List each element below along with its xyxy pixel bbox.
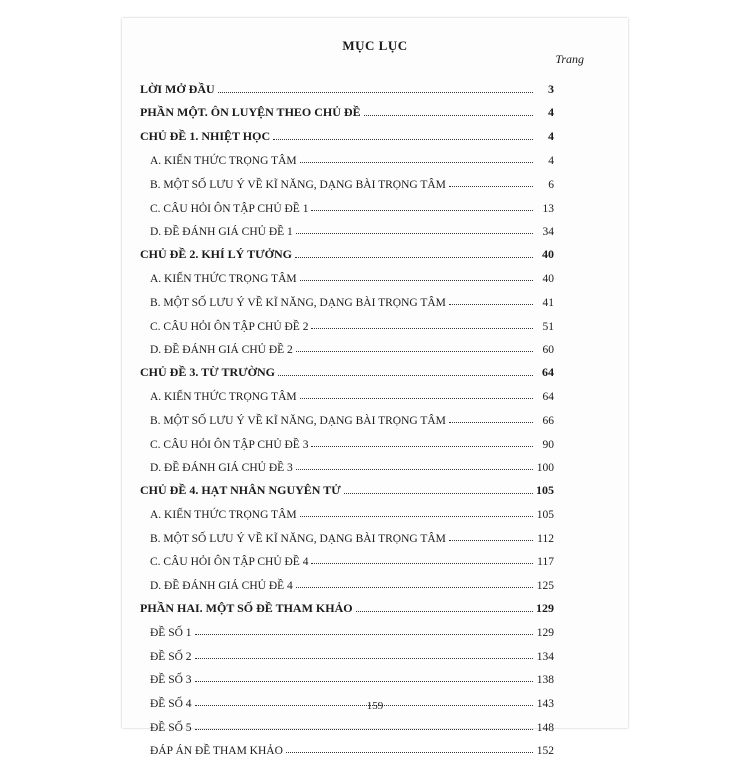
toc-entry-title: PHẦN HAI. MỘT SỐ ĐỀ THAM KHẢO [140, 600, 353, 615]
dot-leader [300, 398, 533, 399]
dot-leader [364, 115, 533, 116]
toc-entry [140, 333, 554, 357]
dot-leader [356, 611, 533, 612]
toc-entry-page: 105 [536, 482, 554, 497]
toc-entry-page: 34 [542, 226, 554, 239]
toc-entry-page: 4 [548, 105, 554, 120]
dot-leader [311, 210, 533, 211]
toc-entry-page: 117 [537, 556, 554, 569]
dot-leader [300, 162, 533, 163]
dot-leader [296, 587, 533, 588]
dot-leader [296, 233, 533, 234]
toc-entry-title: B. MỘT SỐ LƯU Ý VỀ KĨ NĂNG, DẠNG BÀI TRỌNG TÂM [150, 414, 446, 427]
toc-entry-page: 105 [536, 509, 554, 522]
dot-leader [449, 540, 533, 541]
toc-entry [140, 215, 554, 239]
toc-entry-page: 64 [542, 391, 554, 404]
toc-entry-page: 148 [536, 721, 554, 734]
toc-entry-page: 13 [542, 202, 554, 215]
toc-entry-page: 40 [542, 246, 554, 261]
page-title: MỤC LỤC [342, 38, 408, 53]
dot-leader [296, 469, 533, 470]
dot-leader [273, 139, 533, 140]
toc-entry-page: 134 [536, 650, 554, 663]
toc-entry [140, 309, 554, 333]
toc-entry [140, 474, 554, 498]
toc-entry [140, 262, 554, 286]
document-page [122, 18, 628, 757]
toc-entry-title: A. KIẾN THỨC TRỌNG TÂM [150, 509, 297, 522]
dot-leader [195, 681, 533, 682]
toc-entry-title: ĐỀ SỐ 1 [150, 627, 192, 640]
toc-entry-page: 143 [536, 698, 554, 711]
toc-entry-title: A. KIẾN THỨC TRỌNG TÂM [150, 391, 297, 404]
dot-leader [344, 493, 533, 494]
toc-entry-title: CHỦ ĐỀ 1. NHIỆT HỌC [140, 128, 271, 143]
toc-entry-page: 41 [542, 296, 554, 309]
toc-entry [140, 403, 554, 427]
toc-entry-title: ĐỀ SỐ 3 [150, 674, 192, 687]
toc-entry [140, 498, 554, 522]
toc-entry [140, 380, 554, 404]
toc-entry-page: 40 [542, 273, 554, 286]
toc-entry [140, 663, 554, 687]
toc-entry-title: PHẦN MỘT. ÔN LUYỆN THEO CHỦ ĐỀ [140, 105, 361, 120]
toc-entry [140, 285, 554, 309]
dot-leader [311, 328, 533, 329]
toc-entry-title: ĐÁP ÁN ĐỀ THAM KHẢO [150, 745, 283, 757]
toc-entry-page: 112 [537, 532, 554, 545]
toc-entry-title: ĐỀ SỐ 5 [150, 721, 192, 734]
dot-leader [311, 563, 533, 564]
dot-leader [286, 752, 533, 753]
toc-entry-title: C. CÂU HỎI ÔN TẬP CHỦ ĐỀ 2 [150, 320, 309, 333]
toc-entry-title: A. KIẾN THỨC TRỌNG TÂM [150, 273, 297, 286]
toc-entry-page: 138 [536, 674, 554, 687]
toc-entry-title: CHỦ ĐỀ 2. KHÍ LÝ TƯỞNG [140, 246, 293, 261]
toc-entry-title: D. ĐỀ ĐÁNH GIÁ CHỦ ĐỀ 2 [150, 344, 293, 357]
toc-entry [140, 97, 554, 121]
toc-entry-page: 6 [548, 178, 554, 191]
toc-entry [140, 639, 554, 663]
toc-entry-title: A. KIẾN THỨC TRỌNG TÂM [150, 155, 297, 168]
toc-entry [140, 191, 554, 215]
toc-entry-title: CHỦ ĐỀ 4. HẠT NHÂN NGUYÊN TỬ [140, 482, 341, 497]
toc-entry [140, 427, 554, 451]
toc-entry [140, 710, 554, 734]
toc-entry-page: 90 [542, 438, 554, 451]
page-number: 159 [366, 700, 384, 712]
toc-entry-page: 129 [536, 627, 554, 640]
toc-entry-page: 51 [542, 320, 554, 333]
toc-entry-page: 100 [536, 462, 554, 475]
toc-entry [140, 592, 554, 616]
toc-entry-title: D. ĐỀ ĐÁNH GIÁ CHỦ ĐỀ 3 [150, 462, 293, 475]
toc-entry-page: 125 [536, 580, 554, 593]
toc-entry-title: LỜI MỞ ĐẦU [140, 81, 215, 96]
dot-leader [449, 422, 533, 423]
dot-leader [195, 658, 533, 659]
toc-entry [140, 238, 554, 262]
toc-entry-page: 4 [548, 155, 554, 168]
dot-leader [449, 304, 533, 305]
dot-leader [449, 186, 533, 187]
toc-entry-title: C. CÂU HỎI ÔN TẬP CHỦ ĐỀ 4 [150, 556, 309, 569]
toc-entry [140, 144, 554, 168]
dot-leader [295, 257, 533, 258]
toc-entry [140, 120, 554, 144]
toc-entry [140, 451, 554, 475]
dot-leader [296, 351, 533, 352]
dot-leader [300, 516, 533, 517]
toc-entry-page: 129 [536, 600, 554, 615]
dot-leader [311, 446, 533, 447]
toc-entry [140, 521, 554, 545]
toc-entry [140, 167, 554, 191]
page-column-label: Trang [555, 52, 584, 66]
toc-entry-page: 3 [548, 81, 554, 96]
toc-entry-title: B. MỘT SỐ LƯU Ý VỀ KĨ NĂNG, DẠNG BÀI TRỌNG TÂM [150, 178, 446, 191]
dot-leader [195, 634, 533, 635]
toc-entry [140, 545, 554, 569]
dot-leader [195, 729, 533, 730]
toc-entry-page: 60 [542, 344, 554, 357]
toc-entry-title: ĐỀ SỐ 4 [150, 698, 192, 711]
toc-entry-title: ĐỀ SỐ 2 [150, 650, 192, 663]
toc-entry-page: 4 [548, 128, 554, 143]
dot-leader [278, 375, 533, 376]
toc-entry [140, 73, 554, 97]
toc-entry-title: B. MỘT SỐ LƯU Ý VỀ KĨ NĂNG, DẠNG BÀI TRỌNG TÂM [150, 532, 446, 545]
toc-entry-page: 66 [542, 414, 554, 427]
toc-entry [140, 568, 554, 592]
table-of-contents [140, 73, 554, 757]
toc-entry-title: C. CÂU HỎI ÔN TẬP CHỦ ĐỀ 1 [150, 202, 309, 215]
toc-entry [140, 356, 554, 380]
toc-entry-title: D. ĐỀ ĐÁNH GIÁ CHỦ ĐỀ 4 [150, 580, 293, 593]
toc-entry-title: CHỦ ĐỀ 3. TỪ TRƯỜNG [140, 364, 276, 379]
toc-entry-page: 152 [536, 745, 554, 757]
dot-leader [300, 280, 533, 281]
toc-entry [140, 616, 554, 640]
toc-entry-page: 64 [542, 364, 554, 379]
dot-leader [218, 92, 533, 93]
toc-entry-title: B. MỘT SỐ LƯU Ý VỀ KĨ NĂNG, DẠNG BÀI TRỌNG TÂM [150, 296, 446, 309]
toc-entry [140, 734, 554, 757]
toc-entry-title: D. ĐỀ ĐÁNH GIÁ CHỦ ĐỀ 1 [150, 226, 293, 239]
toc-entry-title: C. CÂU HỎI ÔN TẬP CHỦ ĐỀ 3 [150, 438, 309, 451]
